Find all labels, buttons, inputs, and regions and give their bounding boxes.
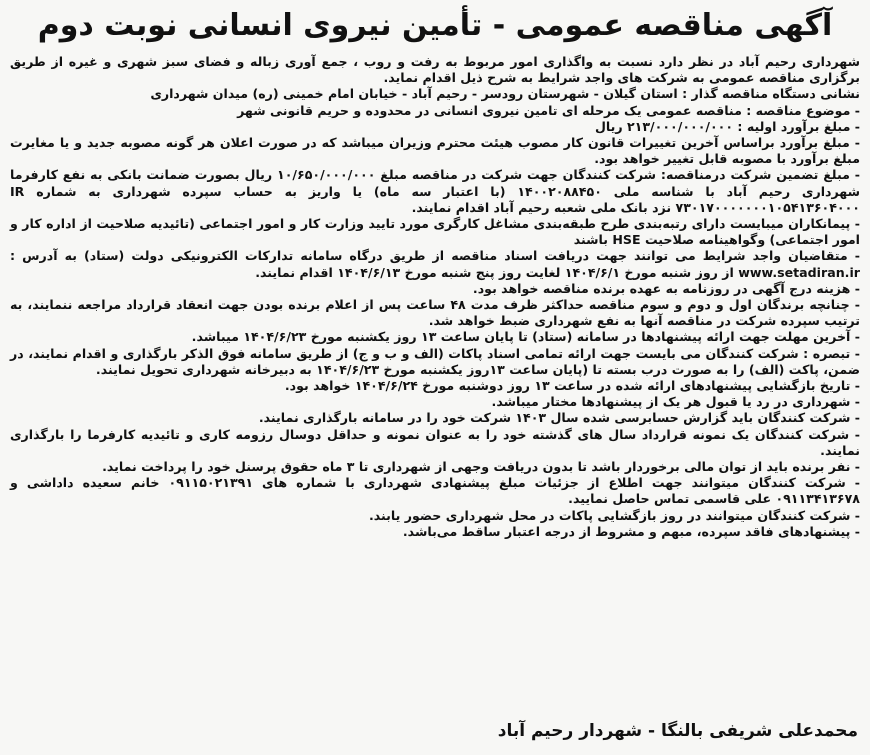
notice-paragraph: - متقاضیان واجد شرایط می توانند جهت دریافت اسناد مناقصه از طریق درگاه سامانه تدارکات الکترونیکی دولت (ستاد) به آدرس : www.setadiran.ir از روز شنبه مورخ ۱۴۰۴/۶/۱ لغایت روز پنج شنبه مورخ ۱۴۰۴/۶/۱۳ اقدام نمایند. <box>10 248 860 280</box>
notice-paragraph: - شرکت کنندگان میتوانند جهت اطلاع از جزئیات مبلغ پیشنهادی شهرداری با شماره های ۰۹۱۱۵۰۲۱۳۹۱ خانم سعیده داداشی و ۰۹۱۱۳۴۱۳۶۷۸ علی قاسمی تماس حاصل نمایید. <box>10 475 860 507</box>
notice-paragraph: نشانی دستگاه مناقصه گذار : استان گیلان - شهرستان رودسر - رحیم آباد - خیابان امام خمینی (ره) میدان شهرداری <box>150 86 860 102</box>
notice-paragraph: - پیمانکاران میبایست دارای رتبه‌بندی طرح طبقه‌بندی مشاغل کارگری مورد تایید وزارت کار و امور اجتماعی (تائیدیه صلاحیت از اداره کار و امور اجتماعی) وگواهینامه صلاحیت HSE باشند <box>10 216 860 248</box>
notice-paragraph: - مبلغ برآورد اولیه : ۲۱۳/۰۰۰/۰۰۰/۰۰۰ ریال <box>594 118 860 134</box>
notice-title: آگهی مناقصه عمومی - تأمین نیروی انسانی نوبت دوم <box>37 8 833 43</box>
notice-paragraph: - چنانچه برندگان اول و دوم و سوم مناقصه حداکثر ظرف مدت ۴۸ ساعت پس از اعلام برنده بودن جهت انعقاد قرارداد مراجعه ننمایند، به ترتیب سپرده شرکت در مناقصه آنها به نفع شهرداری ضبط خواهد شد. <box>10 297 860 329</box>
notice-paragraph: شهرداری رحیم آباد در نظر دارد نسبت به واگذاری امور مربوط به رفت و روب ، جمع آوری زباله و فضای سبز شهری و غیره از طریق برگزاری مناقصه عمومی به شرکت های واجد شرایط به شرح ذیل اقدام نماید. <box>10 54 860 86</box>
notice-paragraph: - پیشنهادهای فاقد سپرده، مبهم و مشروط از درجه اعتبار ساقط می‌باشد. <box>402 523 860 539</box>
notice-paragraph: - تاریخ بازگشایی پیشنهادهای ارائه شده در ساعت ۱۳ روز دوشنبه مورخ ۱۴۰۴/۶/۲۴ خواهد بود. <box>284 378 860 394</box>
notice-paragraph: - آخرین مهلت جهت ارائه پیشنهادها در سامانه (ستاد) تا پایان ساعت ۱۳ روز یکشنبه مورخ ۱۴۰۴/۶/۲۳ میباشد. <box>191 329 860 345</box>
notice-paragraph: - تبصره : شرکت کنندگان می بایست جهت ارائه تمامی اسناد پاکات (الف و ب و ج) از طریق سامانه فوق الذکر بارگذاری و اقدام نمایند، در ضمن، پاکت (الف) را به صورت درب بسته تا (پایان ساعت ۱۳روز یکشنبه مورخ ۱۴۰۴/۶/۲۳ به دبیرخانه شهرداری تحویل نمایند. <box>10 345 860 377</box>
notice-body <box>10 54 860 540</box>
signature: محمدعلی شریفی بالنگا - شهردار رحیم آباد <box>497 721 858 741</box>
notice-paragraph: - مبلغ برآورد براساس آخرین تغییرات قانون کار مصوب هیئت محترم وزیران میباشد که در صورت اعلان هر گونه مصوبه جدید و یا مغایرت مبلغ برآورد با مصوبه قابل تغییر خواهد بود. <box>10 135 860 167</box>
notice-paragraph: - شرکت کنندگان باید گزارش حسابرسی شده سال ۱۴۰۳ شرکت خود را در سامانه بارگذاری نمایند. <box>258 410 860 426</box>
notice-paragraph: - شرکت کنندگان یک نمونه قرارداد سال های گذشته خود را به عنوان نمونه و حداقل دوسال رزومه کاری و تائیدیه کارفرما را بارگذاری نمایند. <box>10 426 860 458</box>
notice-paragraph: - نفر برنده باید از توان مالی برخوردار باشد تا بدون دریافت وجهی از شهرداری تا ۳ ماه حقوق پرسنل خود را پرداخت نماید. <box>102 459 860 475</box>
notice-paragraph: - مبلغ تضمین شرکت درمناقصه: شرکت کنندگان جهت شرکت در مناقصه مبلغ ۱۰/۶۵۰/۰۰۰/۰۰۰ ریال بصورت ضمانت بانکی به نفع کارفرما شهرداری رحیم آباد با شناسه ملی ۱۴۰۰۲۰۸۸۴۵۰ (با اعتبار سه ماه) یا واریز به حساب سپرده شهرداری به شماره IR ۷۳۰۱۷۰۰۰۰۰۰۰۱۰۵۴۱۳۶۰۴۰۰۰ نزد بانک ملی شعبه رحیم آباد اقدام نمایند. <box>10 167 861 215</box>
notice-paragraph: - شهرداری در رد یا قبول هر یک از پیشنهادها مختار میباشد. <box>491 394 860 410</box>
notice-paragraph: - هزینه درج آگهی در روزنامه به عهده برنده مناقصه خواهد بود. <box>472 280 860 296</box>
notice-paragraph: - موضوع مناقصه : مناقصه عمومی یک مرحله ای تامین نیروی انسانی در محدوده و حریم قانونی شهر <box>237 102 860 118</box>
notice-paragraph: - شرکت کنندگان میتوانند در روز بازگشایی پاکات در محل شهرداری حضور یابند. <box>368 507 860 523</box>
